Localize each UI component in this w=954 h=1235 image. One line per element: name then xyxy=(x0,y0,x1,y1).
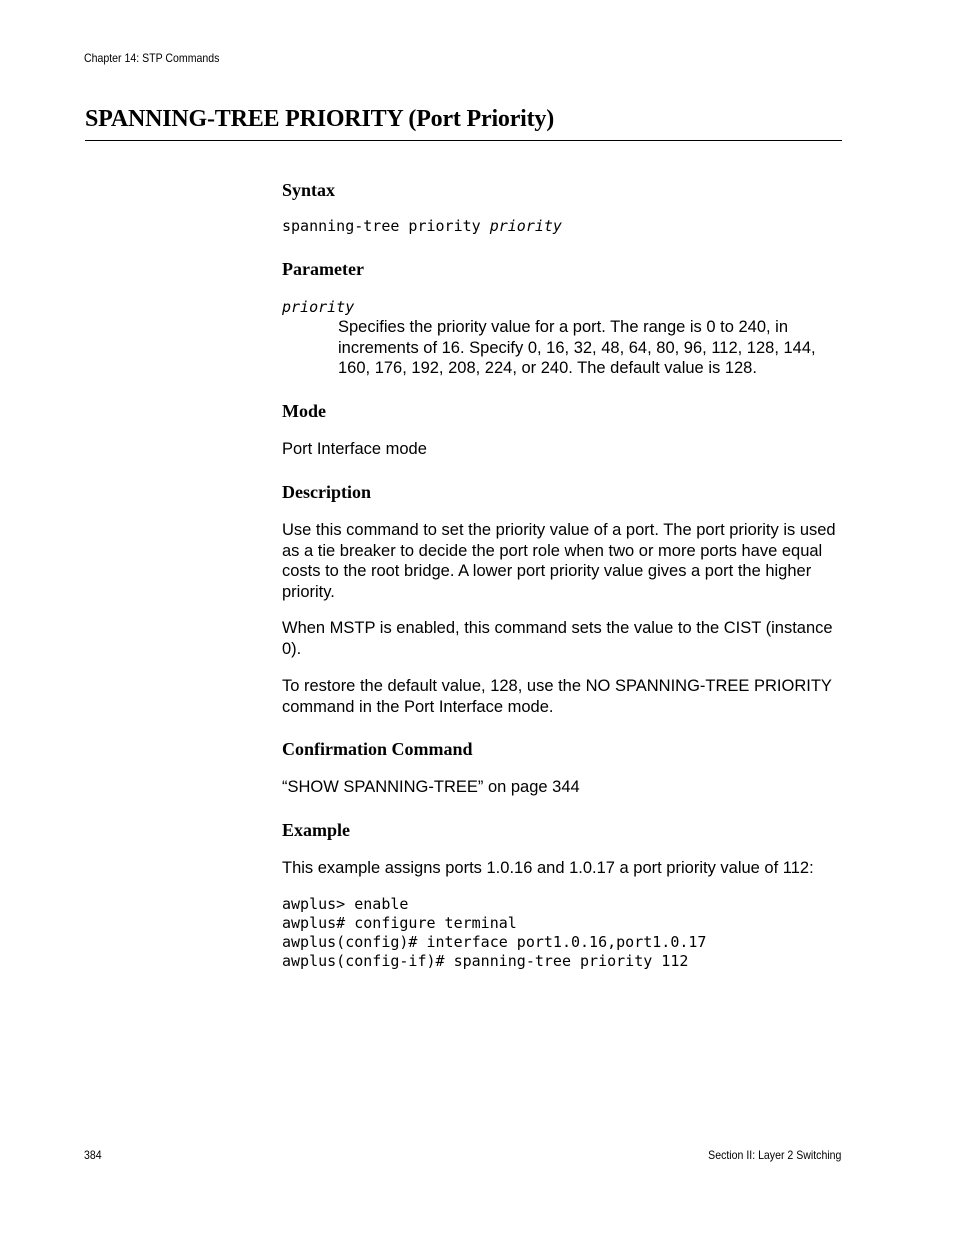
example-heading: Example xyxy=(282,820,351,840)
running-header: Chapter 14: STP Commands xyxy=(84,51,220,65)
mode-heading: Mode xyxy=(282,401,326,421)
parameter-heading: Parameter xyxy=(282,259,364,279)
syntax-heading: Syntax xyxy=(282,180,336,200)
description-paragraph-2: When MSTP is enabled, this command sets the value to the CIST (instance 0). xyxy=(282,619,833,658)
syntax-command xyxy=(282,217,562,236)
syntax-argument: priority xyxy=(489,217,562,235)
syntax-command-text: spanning-tree priority xyxy=(282,217,490,235)
section-footer: Section II: Layer 2 Switching xyxy=(707,1148,841,1162)
example-intro: This example assigns ports 1.0.16 and 1.0.17 a port priority value of 112: xyxy=(282,859,814,877)
page-number: 384 xyxy=(84,1148,102,1162)
example-code-line-3: awplus(config)# interface port1.0.16,port1.0.17 xyxy=(282,933,707,951)
description-paragraph-3: To restore the default value, 128, use the NO SPANNING-TREE PRIORITY command in the Port Interface mode. xyxy=(282,677,832,716)
example-code-line-2: awplus# configure terminal xyxy=(282,914,517,932)
parameter-name-text: priority xyxy=(282,298,355,316)
description-heading: Description xyxy=(282,482,371,502)
example-code-line-1: awplus> enable xyxy=(282,895,409,913)
example-code-line-4: awplus(config-if)# spanning-tree priority 112 xyxy=(282,952,689,970)
title-rule xyxy=(85,140,842,141)
mode-text: Port Interface mode xyxy=(282,440,427,458)
confirmation-link[interactable]: “SHOW SPANNING-TREE” on page 344 xyxy=(282,778,580,796)
description-paragraph-1: Use this command to set the priority value of a port. The port priority is used as a tie breaker to decide the port role when two or more ports have equal costs to the root bridge. A lower port priority value gives a port the higher priority. xyxy=(282,521,836,601)
parameter-name xyxy=(282,298,354,317)
parameter-description: Specifies the priority value for a port. The range is 0 to 240, in increments of 16. Specify 0, 16, 32, 48, 64, 80, 96, 112, 128, 144, 160, 176, 192, 208, 224, or 240. The default value is 128. xyxy=(338,318,816,377)
page-title: SPANNING-TREE PRIORITY (Port Priority) xyxy=(85,106,555,132)
confirmation-heading: Confirmation Command xyxy=(282,739,473,759)
